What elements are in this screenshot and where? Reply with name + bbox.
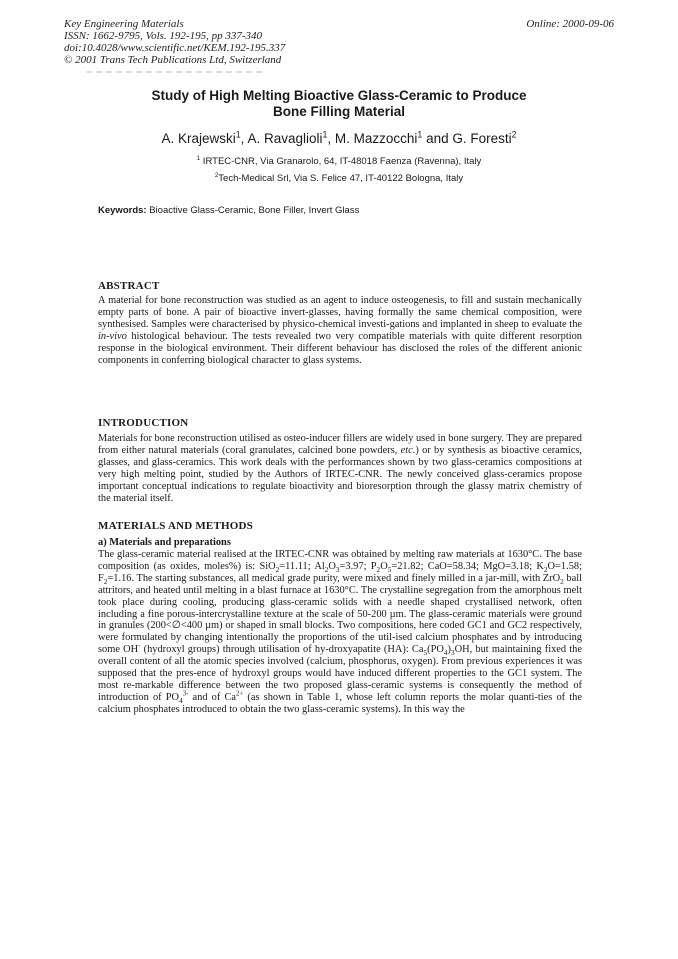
author-affiliation-mark: 2 bbox=[511, 129, 517, 140]
online-date: Online: 2000-09-06 bbox=[526, 18, 614, 30]
citation-block bbox=[64, 18, 285, 66]
affiliation-1: $^1$ IRTEC-CNR, Via Granarolo, 64, IT-48018 Faenza (Ravenna), Italy bbox=[196, 154, 482, 167]
keywords-text: Bioactive Glass-Ceramic, Bone Filler, Invert Glass bbox=[146, 205, 360, 216]
keywords-label: Keywords: bbox=[98, 205, 147, 216]
affiliation-2: $^2$Tech-Medical Srl, Via S. Felice 47, IT-40122 Bologna, Italy bbox=[214, 171, 464, 184]
title-line-1: Study of High Melting Bioactive Glass-Ceramic to Produce bbox=[151, 88, 527, 103]
author-name: G. Foresti bbox=[452, 131, 512, 146]
page-header bbox=[64, 18, 614, 66]
author-affiliation-mark: 1 bbox=[417, 129, 423, 140]
methods-heading: MATERIALS AND METHODS bbox=[98, 520, 253, 532]
copyright-line: © 2001 Trans Tech Publications Ltd, Switzerland bbox=[64, 54, 282, 66]
introduction-heading: INTRODUCTION bbox=[98, 417, 189, 429]
subsection-heading-a: a) Materials and preparations bbox=[98, 537, 231, 548]
keywords-line bbox=[98, 205, 359, 216]
abstract-heading: ABSTRACT bbox=[98, 280, 160, 292]
title-line-2: Bone Filling Material bbox=[272, 104, 405, 119]
doi-line: doi:10.4028/www.scientific.net/KEM.192-195.337 bbox=[64, 42, 286, 54]
author-affiliation-mark: 1 bbox=[322, 129, 328, 140]
faint-scan-artifact bbox=[86, 71, 266, 73]
abstract-paragraph: A material for bone reconstruction was studied as an agent to induce osteogenesis, to fill and sustain mechanically empty parts of bone. A pair of bioactive invert-glasses, having formally the same chemical composition, were synthesised. Samples were characterised by physico-chemical investi-gations and implanted in sheep to evaluate the in-vivo histological behaviour. The tests revealed two very compatible materials with quite different resorption response in the biological environment. Their different behaviour has disclosed the roles of the different anionic components in conferring biological character to glass systems. bbox=[98, 295, 582, 366]
methods-paragraph: The glass-ceramic material realised at the IRTEC-CNR was obtained by melting raw materials at 1630°C. The base composition (as oxides, moles%) is: SiO$_2$=11.11; $Al_2O_3=3.97$; $P_2O_5=21.82$; CaO=58.34; MgO=3.18; $K_2O=1.58$; $F_2=1.16$. The starting substances, all medical grade purity, were mixed and finely milled in a jar-mill, with ZrO$_2$ ball attritors, and heated until melting in a blast furnace at 1630°C. The crystalline segregation from the amorphous melt took place during cooling, producing glass-ceramic solids with a needle shaped crystallised network, often including a fine porous-intercrystalline texture at the scale of 50-200 µm. The glass-ceramic materials were ground in granules (200<∅<400 µm) or shaped in small blocks. Two compositions, here coded GC1 and GC2 respectively, were formulated by changing intentionally the proportions of the util-ised calcium phosphates and by introducing some OH- (hydroxyl groups) through utilisation of hy-droxyapatite (HA): $Ca_5(PO_4)_3OH$, but maintaining fixed the overall content of all the atomic species involved (calcium, phosphorus, oxygen). From previous experiences it was supposed that the pres-ence of hydroxyl groups would have induced different properties to the GC1 system. The most re-markable difference between the two proposed glass-ceramic systems is consequently the method of introduction of $PO_4^{3-}$ and of $Ca^{2+}$ (as shown in Table 1, whose left column reports the molar quanti-ties of the calcium phosphates introduced to obtain the two glass-ceramic systems). In this way the bbox=[98, 549, 582, 715]
author-affiliation-mark: 1 bbox=[235, 129, 241, 140]
author-name: A. Krajewski bbox=[161, 131, 236, 146]
issn-line: ISSN: 1662-9795, Vols. 192-195, pp 337-340 bbox=[64, 30, 262, 42]
author-name: M. Mazzocchi bbox=[334, 131, 418, 146]
introduction-paragraph: Materials for bone reconstruction utilised as osteo-inducer fillers are widely used in bone surgery. They are prepared from either natural materials (coral granulates, calcined bone powders, etc.) or by synthesis as bioactive ceramics, glasses, and glass-ceramics. This work deals with the performances shown by two glass-ceramics compositions at very high melting point, studied by the Authors of IRTEC-CNR. The newly conceived glass-ceramics propose important conceptual indications to regulate bioactivity and bioresorption through the glassy matrix chemistry of the material itself. bbox=[98, 433, 583, 504]
author-name: A. Ravaglioli bbox=[247, 131, 323, 146]
paper-title bbox=[0, 88, 678, 120]
journal-name: Key Engineering Materials bbox=[64, 18, 184, 30]
author-list: A. Krajewski$^1$, A. Ravaglioli$^1$, M. Mazzocchi$^1$ and G. Foresti$^2$ bbox=[161, 129, 517, 146]
